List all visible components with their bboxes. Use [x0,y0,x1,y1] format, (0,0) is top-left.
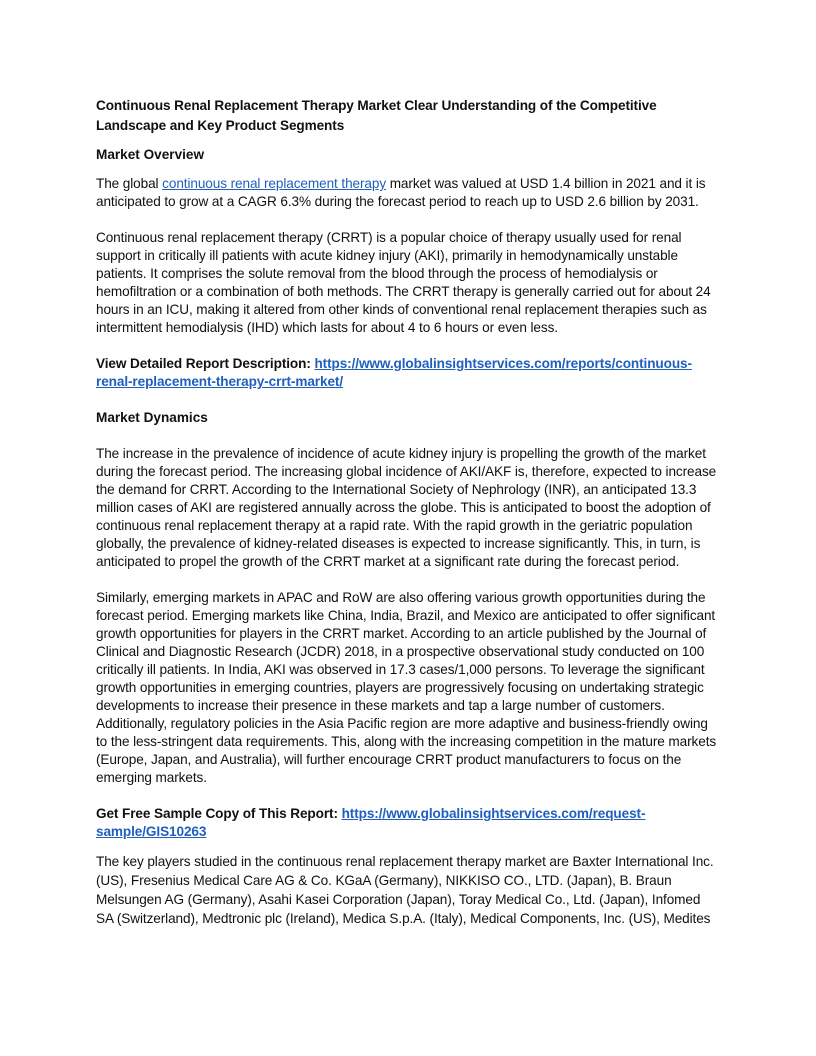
spacer [96,438,720,445]
market-dynamics-heading: Market Dynamics [96,410,208,425]
report-description-label: View Detailed Report Description: [96,356,315,371]
overview-p1-after: market was valued at USD 1.4 billion in 2021 and it is anticipated to grow at a CAGR 6.3% during the forecast period to reach up to USD 2.6 billion by 2031. [96,176,706,209]
dynamics-paragraph-1: The increase in the prevalence of incidence of acute kidney injury is propelling the growth of the market during the forecast period. The increasing global incidence of AKI/AKF is, therefore, expected to increase the demand for CRRT. According to the International Society of Nephrology (INR), an anticipated 13.3 million cases of AKI are registered annually across the globe. This is anticipated to boost the adoption of continuous renal replacement therapy at a rapid rate. With the rapid growth in the geriatric population globally, the prevalence of kidney-related diseases is expected to increase significantly. This, in turn, is anticipated to propel the growth of the CRRT market at a significant rate during the forecast period. [96,446,717,569]
sample-copy-line [96,805,720,841]
key-players-paragraph: The key players studied in the continuous renal replacement therapy market are Baxter International Inc. (US), Fresenius Medical Care AG & Co. KGaA (Germany), NIKKISO CO., LTD. (Japan), B. Braun Melsungen AG (Germany), Asahi Kasei Corporation (Japan), Toray Medical Co., Ltd. (Japan), Infomed SA (Switzerland), Medtronic plc (Ireland), Medica S.p.A. (Italy), Medical Components, Inc. (US), Medites [96,854,714,926]
overview-p1-before: The global [96,176,163,191]
crrt-inline-link[interactable]: continuous renal replacement therapy [162,176,387,191]
sample-copy-link[interactable]: https://www.globalinsightservices.com/request-sample/GIS10263 [96,806,646,839]
report-description-line [96,355,720,391]
overview-paragraph-2: Continuous renal replacement therapy (CRRT) is a popular choice of therapy usually used for renal support in critically ill patients with acute kidney injury (AKI), primarily in hemodynamically unstable patients. It comprises the solute removal from the blood through the process of hemodialysis or hemofiltration or a combination of both methods. The CRRT therapy is generally carried out for about 24 hours in an ICU, making it altered from other kinds of conventional renal replacement therapies such as intermittent hemodialysis (IHD) which lasts for about 4 to 6 hours or even less. [96,230,711,335]
sample-copy-label: Get Free Sample Copy of This Report: [96,806,342,821]
market-overview-heading: Market Overview [96,147,205,162]
document-title: Continuous Renal Replacement Therapy Market Clear Understanding of the Competitive Landscape and Key Product Segments [96,98,657,133]
report-description-link[interactable]: https://www.globalinsightservices.com/reports/continuous-renal-replacement-therapy-crrt-market/ [96,356,692,389]
dynamics-paragraph-2: Similarly, emerging markets in APAC and RoW are also offering various growth opportunities during the forecast period. Emerging markets like China, India, Brazil, and Mexico are anticipated to offer significant growth opportunities for players in the CRRT market. According to an article published by the Journal of Clinical and Diagnostic Research (JCDR) 2018, in a prospective observational study conducted on 100 critically ill patients. In India, AKI was observed in 17.3 cases/1,000 persons. To leverage the significant growth opportunities in emerging countries, players are progressively focusing on undertaking strategic developments to increase their presence in these markets and tap a large number of customers. Additionally, regulatory policies in the Asia Pacific region are more adaptive and business-friendly owing to the less-stringent data requirements. This, along with the increasing competition in the mature markets (Europe, Japan, and Australia), will further encourage CRRT product manufacturers to focus on the emerging markets. [96,590,717,785]
overview-paragraph-1 [96,175,720,211]
